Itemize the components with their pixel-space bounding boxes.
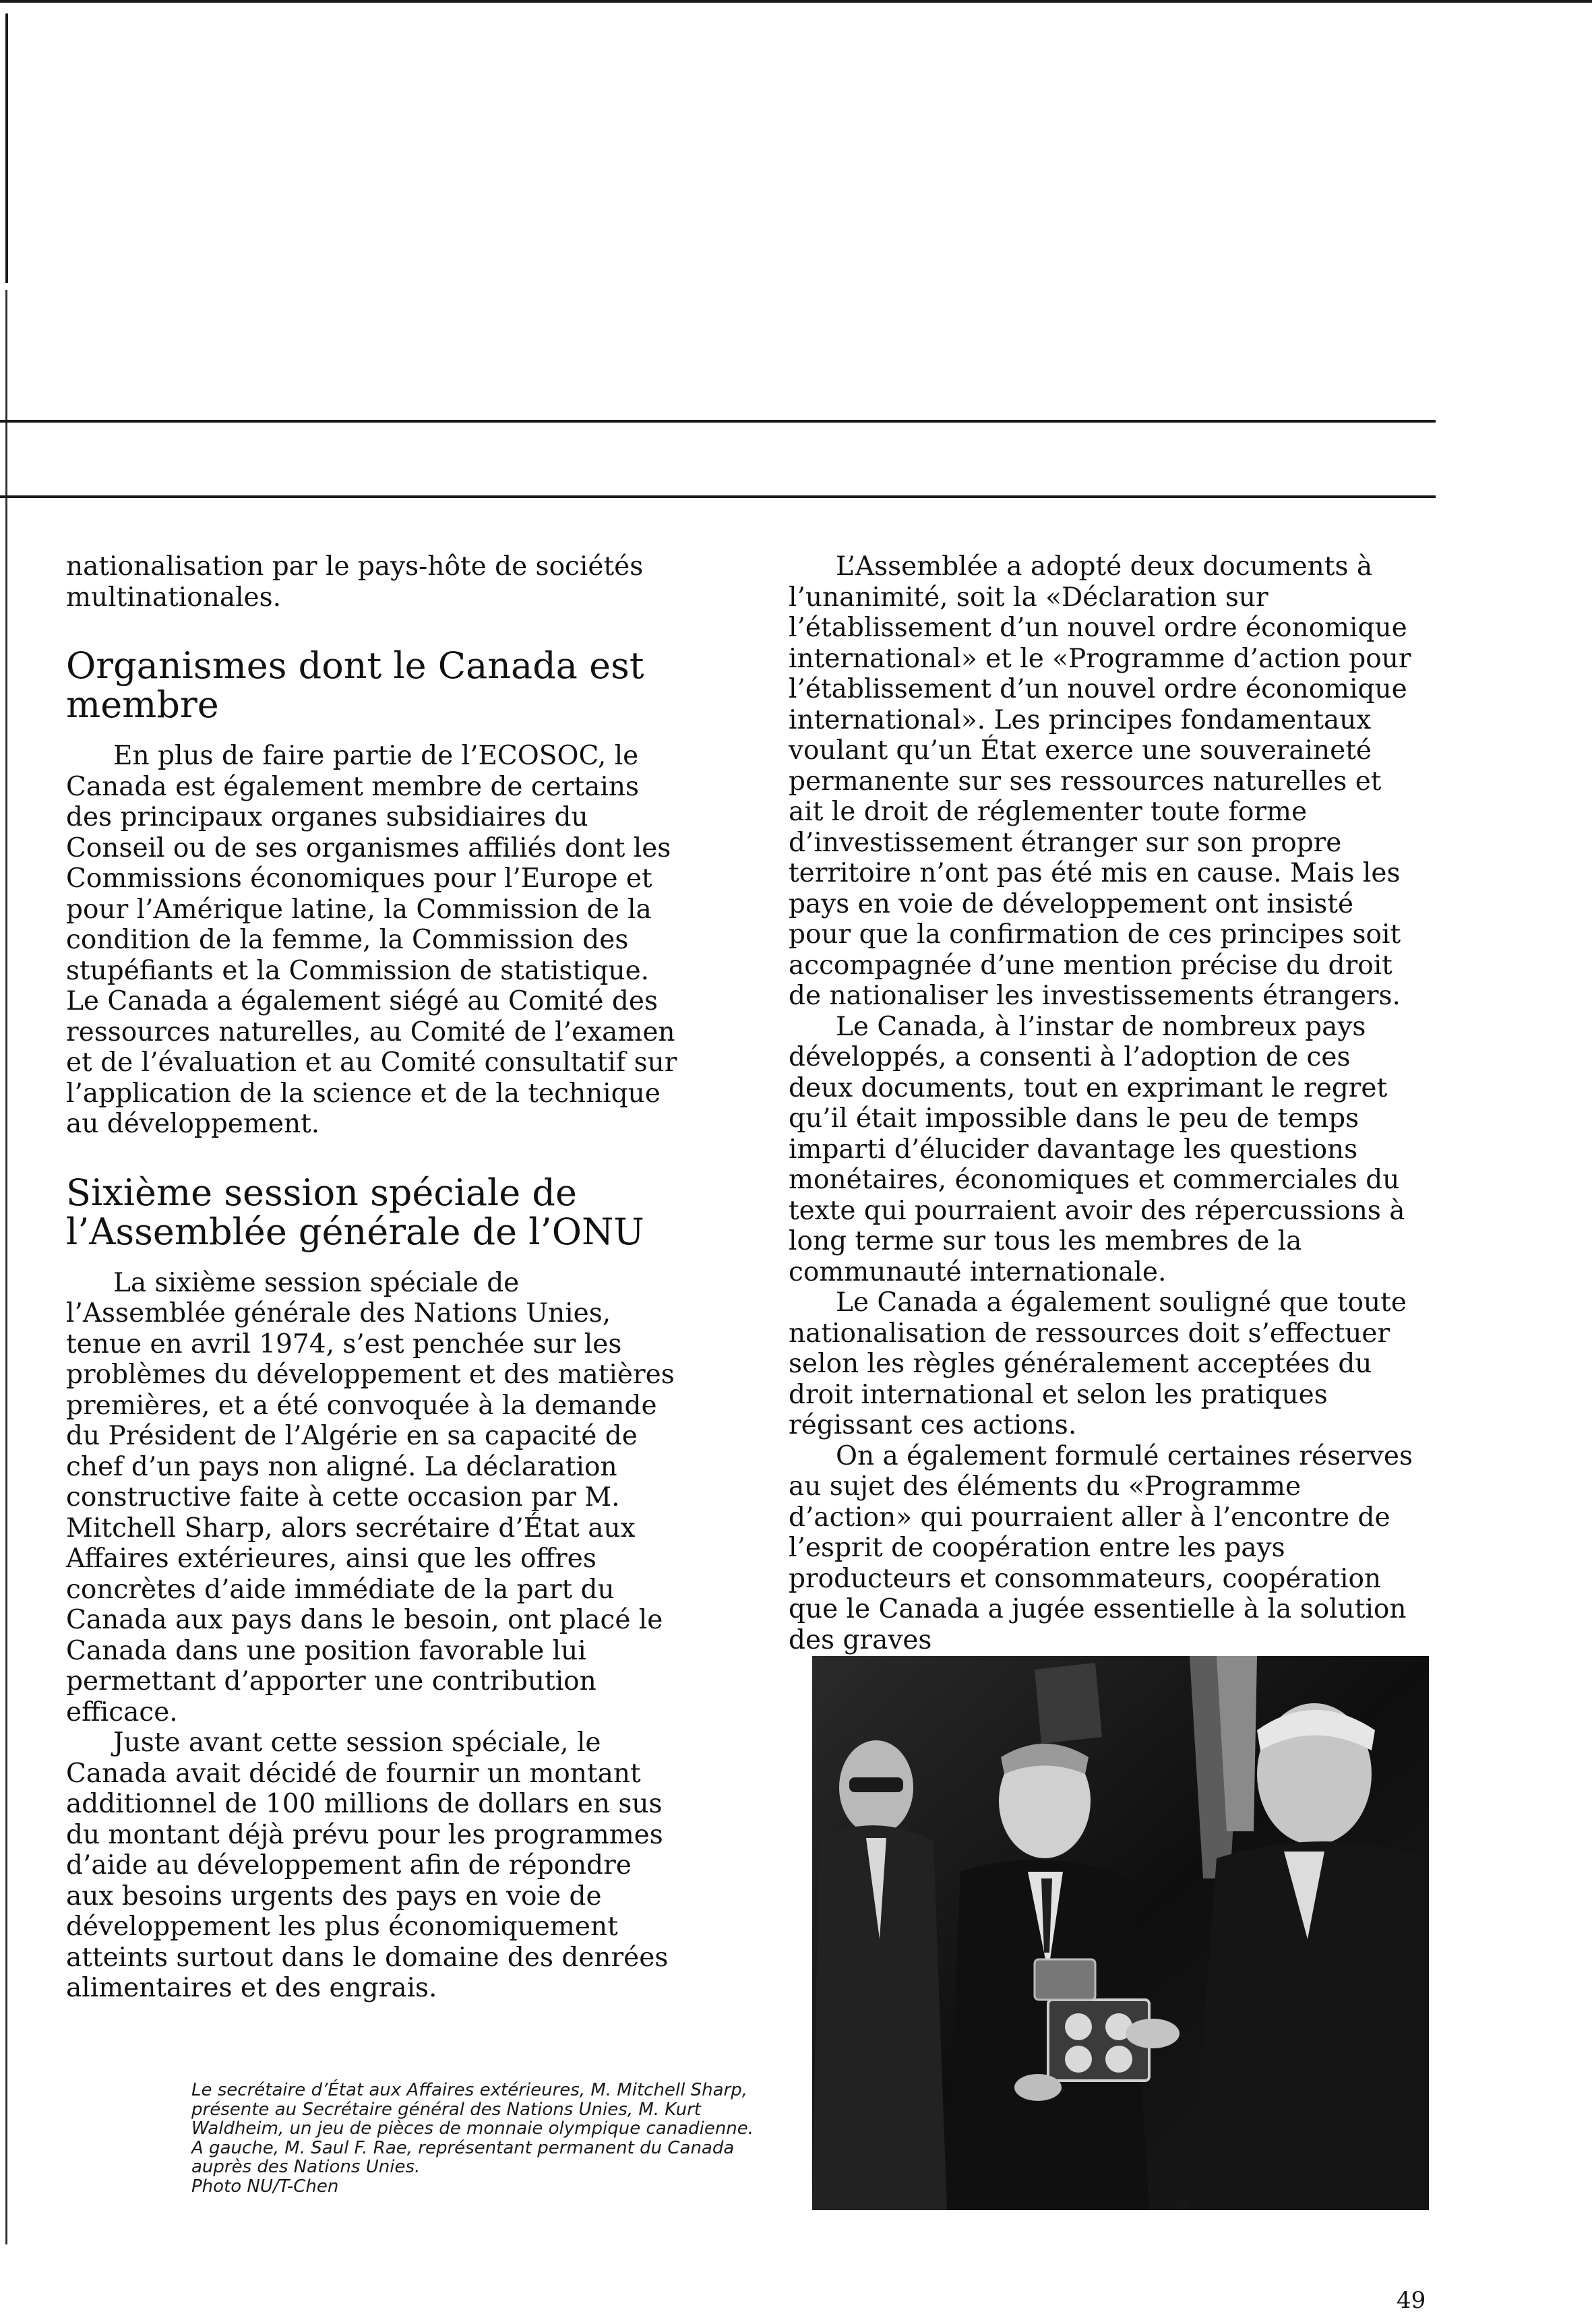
section-heading-organismes: Organismes dont le Canada est membre xyxy=(66,644,644,726)
paragraph-organismes: En plus de faire partie de l’ECOSOC, le Canada est également membre de certains des principaux organes subsidiaires du Conseil ou de ses organismes affiliés dont les Commissions économiques pour l’Europe et pour l’Amérique latine, la Commission de la condition de la femme, la Commission des stupéfiants et la Commission de statistique. Le Canada a également siégé au Comité des ressources naturelles, au Comité de l’examen et de l’évaluation et au Comité consultatif sur l’application de la science et de la technique au développement. xyxy=(66,741,677,1139)
photo-credit: Photo NU/T-Chen xyxy=(191,2176,339,2197)
paragraph-nationalisation: Le Canada a également souligné que toute nationalisation de ressources doit s’effectuer selon les règles généralement acceptées du droit international et selon les pratiques régissant ces actions. xyxy=(789,1287,1407,1440)
paragraph-session-1: La sixième session spéciale de l’Assemblée générale des Nations Unies, tenue en avril 1974, s’est penchée sur les problèmes du développement et des matières premières, et a été convoquée à la demande du Président de l’Algérie en sa capacité de chef d’un pays non aligné. La déclaration constructive faite à cette occasion par M. Mitchell Sharp, alors secrétaire d’État aux Affaires extérieures, ainsi que les offres concrètes d’aide immédiate de la part du Canada aux pays dans le besoin, ont placé le Canada dans une position favorable lui permettant d’apporter une contribution efficace. xyxy=(66,1267,675,1727)
right-column xyxy=(789,551,1415,1655)
paragraph-canada-adoption: Le Canada, à l’instar de nombreux pays développés, a consenti à l’adoption de ces deux documents, tout en exprimant le regret qu’il était impossible dans le peu de temps imparti d’élucider davantage les questions monétaires, économiques et commerciales du texte qui pourraient avoir des répercussions à long terme sur tous les membres de la communauté internationale. xyxy=(789,1011,1405,1287)
header-rule-bottom xyxy=(0,495,1436,498)
left-column xyxy=(66,551,686,2004)
section-heading-sixieme-session: Sixième session spéciale de l’Assemblée générale de l’ONU xyxy=(66,1171,644,1253)
paragraph-reserves: On a également formulé certaines réserves au sujet des éléments du «Programme d’action» qui pourraient aller à l’encontre de l’esprit de coopération entre les pays producteurs et consommateurs, coopération que le Canada a jugée essentielle à la solution des graves xyxy=(789,1440,1413,1655)
paragraph-assemblee: L’Assemblée a adopté deux documents à l’unanimité, soit la «Déclaration sur l’établissement d’un nouvel ordre économique international» et le «Programme d’action pour l’établissement d’un nouvel ordre économique international». Les principes fondamentaux voulant qu’un État exerce une souveraineté permanente sur ses ressources naturelles et ait le droit de réglementer toute forme d’investissement étranger sur son propre territoire n’ont pas été mis en cause. Mais les pays en voie de développement ont insisté pour que la confirmation de ces principes soit accompagnée d’une mention précise du droit de nationaliser les investissements étrangers. xyxy=(789,551,1411,1011)
paragraph-session-2: Juste avant cette session spéciale, le Canada avait décidé de fournir un montant additionnel de 100 millions de dollars en sus du montant déjà prévu pour les programmes d’aide au développement afin de répondre aux besoins urgents des pays en voie de développement les plus économiquement atteints surtout dans le domaine des denrées alimentaires et des engrais. xyxy=(66,1727,669,2003)
caption-text: Le secrétaire d’État aux Affaires extérieures, M. Mitchell Sharp, présente au Secrétaire général des Nations Unies, M. Kurt Waldheim, un jeu de pièces de monnaie olympique canadienne. A gauche, M. Saul F. Rae, représentant permanent du Canada auprès des Nations Unies. xyxy=(191,2080,754,2177)
photo-coin-presentation xyxy=(812,1656,1429,2210)
top-border xyxy=(0,0,1592,3)
photo-caption xyxy=(191,2081,758,2196)
left-margin-line-lower xyxy=(5,290,7,2244)
left-margin-line xyxy=(5,13,8,283)
intro-paragraph: nationalisation par le pays-hôte de sociétés multinationales. xyxy=(66,551,644,613)
page-number: 49 xyxy=(1397,2287,1426,2314)
header-rule-top xyxy=(0,420,1436,423)
photo-illustration xyxy=(812,1656,1429,2210)
